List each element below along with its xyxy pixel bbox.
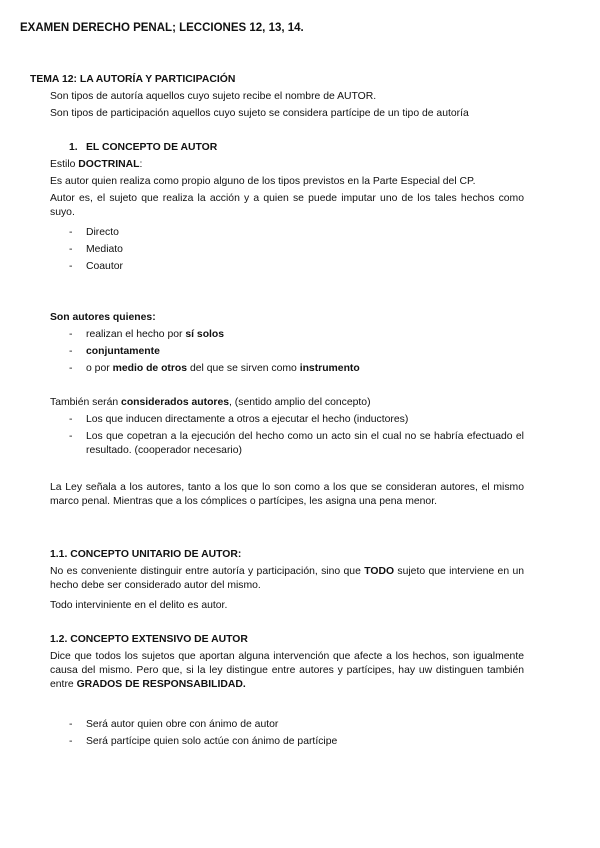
list-item: Directo xyxy=(86,227,119,238)
list-item xyxy=(86,362,360,376)
tema-title: TEMA 12: LA AUTORÍA Y PARTICIPACIÓN xyxy=(30,74,236,85)
paragraph: Todo interviniente en el delito es autor. xyxy=(50,600,228,611)
bullet-dash: - xyxy=(69,261,73,272)
estilo-suffix: : xyxy=(139,159,143,170)
bold-text: considerados autores xyxy=(121,397,230,408)
intro-line: Son tipos de autoría aquellos cuyo sujeto recibe el nombre de AUTOR. xyxy=(50,91,377,102)
section-number: 1. xyxy=(69,142,78,153)
list-item: Será autor quien obre con ánimo de autor xyxy=(86,719,279,730)
bullet-dash: - xyxy=(69,431,73,442)
bullet-dash: - xyxy=(69,736,73,747)
bullet-dash: - xyxy=(69,329,73,340)
section-title: EL CONCEPTO DE AUTOR xyxy=(86,142,218,153)
list-item: Será partícipe quien solo actúe con ánimo de partícipe xyxy=(86,736,338,747)
bullet-dash: - xyxy=(69,414,73,425)
section-title: 1.2. CONCEPTO EXTENSIVO DE AUTOR xyxy=(50,634,248,645)
estilo-bold: DOCTRINAL xyxy=(78,159,140,170)
text: o por xyxy=(86,363,113,374)
bullet-dash: - xyxy=(69,346,73,357)
section-title: 1.1. CONCEPTO UNITARIO DE AUTOR: xyxy=(50,549,242,560)
list-item: Mediato xyxy=(86,244,123,255)
text: También serán xyxy=(50,397,122,408)
text: sujeto que interviene en un hecho debe ser considerado autor del mismo. xyxy=(50,566,524,591)
paragraph: Autor es, el sujeto que realiza la acción y a quien se puede imputar uno de los tales hechos como suyo. xyxy=(50,193,524,218)
list-item xyxy=(86,328,224,342)
estilo-prefix: Estilo xyxy=(50,159,79,170)
intro-line: Son tipos de participación aquellos cuyo sujeto se considera partícipe de un tipo de autoría xyxy=(50,108,469,119)
text: realizan el hecho por xyxy=(86,329,186,340)
bullet-dash: - xyxy=(69,227,73,238)
paragraph: La Ley señala a los autores, tanto a los que lo son como a los que se consideran autores, el mismo marco penal. Mientras que a los cómplices o partícipes, les asigna una pena menor. xyxy=(50,482,524,507)
text: , (sentido amplio del concepto) xyxy=(229,397,371,408)
bullet-dash: - xyxy=(69,719,73,730)
text: del que se sirven como xyxy=(187,363,300,374)
bold-text: instrumento xyxy=(299,363,360,374)
subheading: Son autores quienes: xyxy=(50,312,156,323)
text: Dice que todos los sujetos que aportan alguna intervención que afecte a los hechos, son igualmente causa del mismo. Pero que, si la ley distingue entre autores y partícipes, hay uw distinguen también entre xyxy=(50,651,524,690)
estilo-line xyxy=(50,158,142,172)
bold-text: TODO xyxy=(364,566,395,577)
list-item: Los que copetran a la ejecución del hecho como un acto sin el cual no se habría efectuado el resultado. (cooperador necesario) xyxy=(86,431,524,456)
bullet-dash: - xyxy=(69,244,73,255)
paragraph: Es autor quien realiza como propio alguno de los tipos previstos en la Parte Especial del CP. xyxy=(50,176,476,187)
paragraph xyxy=(50,565,524,593)
considerados-line xyxy=(50,396,371,410)
bold-text: sí solos xyxy=(185,329,225,340)
list-item: conjuntamente xyxy=(86,346,160,357)
list-item: Los que inducen directamente a otros a ejecutar el hecho (inductores) xyxy=(86,414,409,425)
document-header: EXAMEN DERECHO PENAL; LECCIONES 12, 13, 14. xyxy=(20,22,304,34)
text: No es conveniente distinguir entre autoría y participación, sino que xyxy=(50,566,365,577)
list-item: Coautor xyxy=(86,261,123,272)
paragraph xyxy=(50,650,524,692)
bullet-dash: - xyxy=(69,363,73,374)
bold-text: GRADOS DE RESPONSABILIDAD. xyxy=(76,679,246,690)
bold-text: medio de otros xyxy=(112,363,188,374)
